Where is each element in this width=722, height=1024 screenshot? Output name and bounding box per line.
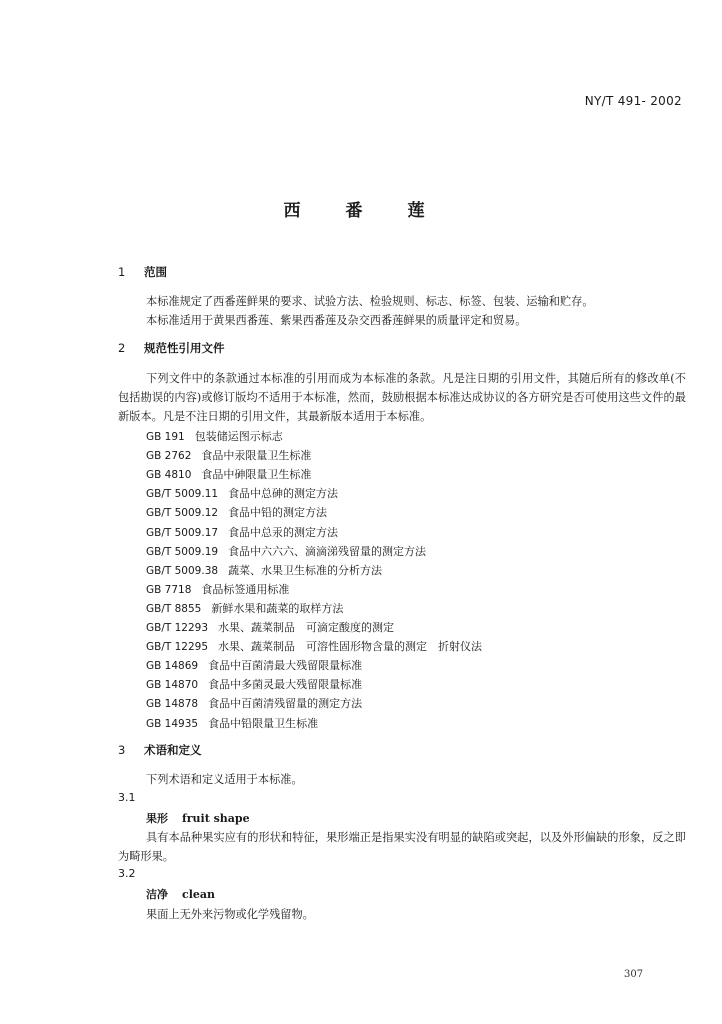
reference-code: GB 14935: [146, 717, 199, 730]
section-number: 2: [118, 341, 126, 355]
term-clean: [146, 886, 215, 902]
reference-title: 食品中六六六、滴滴涕残留量的测定方法: [228, 544, 427, 558]
term-clean-definition: 果面上无外来污物或化学残留物。: [146, 908, 314, 921]
section-number: 1: [118, 265, 126, 279]
reference-item: [146, 600, 343, 616]
reference-item: [146, 562, 382, 578]
term-en: clean: [182, 888, 215, 901]
reference-item: [146, 504, 327, 520]
reference-title: 包装储运图示标志: [194, 430, 283, 443]
term-number: 3.2: [118, 867, 136, 880]
reference-code: GB/T 5009.17: [146, 526, 219, 539]
term-cn: 洁净: [146, 888, 168, 901]
reference-item: [146, 428, 283, 444]
section-title: 范围: [144, 265, 167, 279]
reference-item: [146, 638, 482, 654]
section-heading-terms: [118, 742, 202, 758]
reference-title: 食品中百菌清残留量的测定方法: [208, 697, 363, 711]
section-heading-normative: [118, 340, 225, 356]
reference-code: GB/T 5009.19: [146, 545, 219, 558]
reference-title: 食品中汞限量卫生标准: [201, 449, 312, 463]
reference-code: GB 2762: [146, 450, 192, 463]
reference-code: GB/T 12293: [146, 622, 209, 634]
reference-title: 新鲜水果和蔬菜的取样方法: [211, 601, 344, 615]
scope-paragraph-1: 本标准规定了西番莲鲜果的要求、试验方法、检验规则、标志、标签、包装、运输和贮存。: [146, 295, 594, 308]
reference-title: 食品标签通用标准: [201, 582, 290, 596]
reference-item: [146, 524, 338, 540]
reference-item: [146, 657, 362, 673]
reference-code: GB/T 12295: [146, 641, 209, 654]
reference-title: 食品中总汞的测定方法: [228, 525, 339, 539]
term-number: 3.1: [118, 791, 136, 804]
term-fruit-shape: [146, 810, 250, 826]
reference-item: [146, 466, 311, 482]
reference-code: GB 4810: [146, 469, 192, 482]
reference-title: 食品中铅的测定方法: [228, 506, 328, 520]
section-title: 规范性引用文件: [144, 341, 225, 355]
reference-code: GB/T 8855: [146, 602, 202, 615]
reference-title: 食品中铅限量卫生标准: [208, 716, 319, 730]
scope-paragraph-2: 本标准适用于黄果西番莲、紫果西番莲及杂交西番莲鲜果的质量评定和贸易。: [146, 314, 527, 327]
reference-item: [146, 447, 311, 463]
page-number: 307: [624, 969, 644, 980]
standard-number: NY/T 491- 2002: [584, 94, 682, 108]
reference-title: 食品中总砷的测定方法: [228, 487, 339, 501]
reference-code: GB 14878: [146, 698, 199, 711]
terms-intro: 下列术语和定义适用于本标准。: [146, 773, 303, 786]
reference-title: 水果、蔬菜制品 可滴定酸度的测定: [218, 621, 395, 634]
reference-code: GB 14869: [146, 660, 199, 673]
reference-item: [146, 676, 362, 692]
reference-title: 食品中多菌灵最大残留限量标准: [208, 678, 363, 692]
term-fruit-shape-definition: 具有本品种果实应有的形状和特征，果形端正是指果实没有明显的缺陷或突起，以及外形偏缺的形象，反之即为畸形果。: [118, 831, 686, 863]
term-cn: 果形: [146, 812, 168, 825]
reference-item: [146, 581, 289, 597]
reference-item: [146, 543, 426, 559]
reference-code: GB/T 5009.12: [146, 507, 219, 520]
reference-item: [146, 485, 338, 501]
reference-item: [146, 715, 318, 731]
reference-code: GB 191: [146, 431, 185, 443]
reference-item: [146, 695, 362, 711]
reference-title: 食品中百菌清最大残留限量标准: [208, 659, 363, 673]
document-title: 西 番 莲: [283, 201, 439, 221]
reference-code: GB 7718: [146, 583, 192, 596]
reference-code: GB/T 5009.11: [146, 488, 219, 501]
reference-code: GB 14870: [146, 679, 199, 692]
section-number: 3: [118, 743, 126, 757]
reference-title: 食品中砷限量卫生标准: [201, 468, 312, 482]
reference-item: [146, 619, 394, 635]
term-en: fruit shape: [182, 812, 250, 825]
reference-code: GB/T 5009.38: [146, 564, 219, 577]
section-heading-scope: [118, 264, 167, 280]
reference-title: 水果、蔬菜制品 可溶性固形物含量的测定 折射仪法: [218, 640, 483, 654]
reference-title: 蔬菜、水果卫生标准的分析方法: [228, 563, 383, 577]
normative-intro: 下列文件中的条款通过本标准的引用而成为本标准的条款。凡是注日期的引用文件，其随后所有的修改单(不包括勘误的内容)或修订版均不适用于本标准，然而，鼓励根据本标准达成协议的各方研究是否可使用这些文件的最新版本。凡是不注日期的引用文件，其最新版本适用于本标准。: [118, 372, 686, 423]
section-title: 术语和定义: [144, 743, 202, 757]
